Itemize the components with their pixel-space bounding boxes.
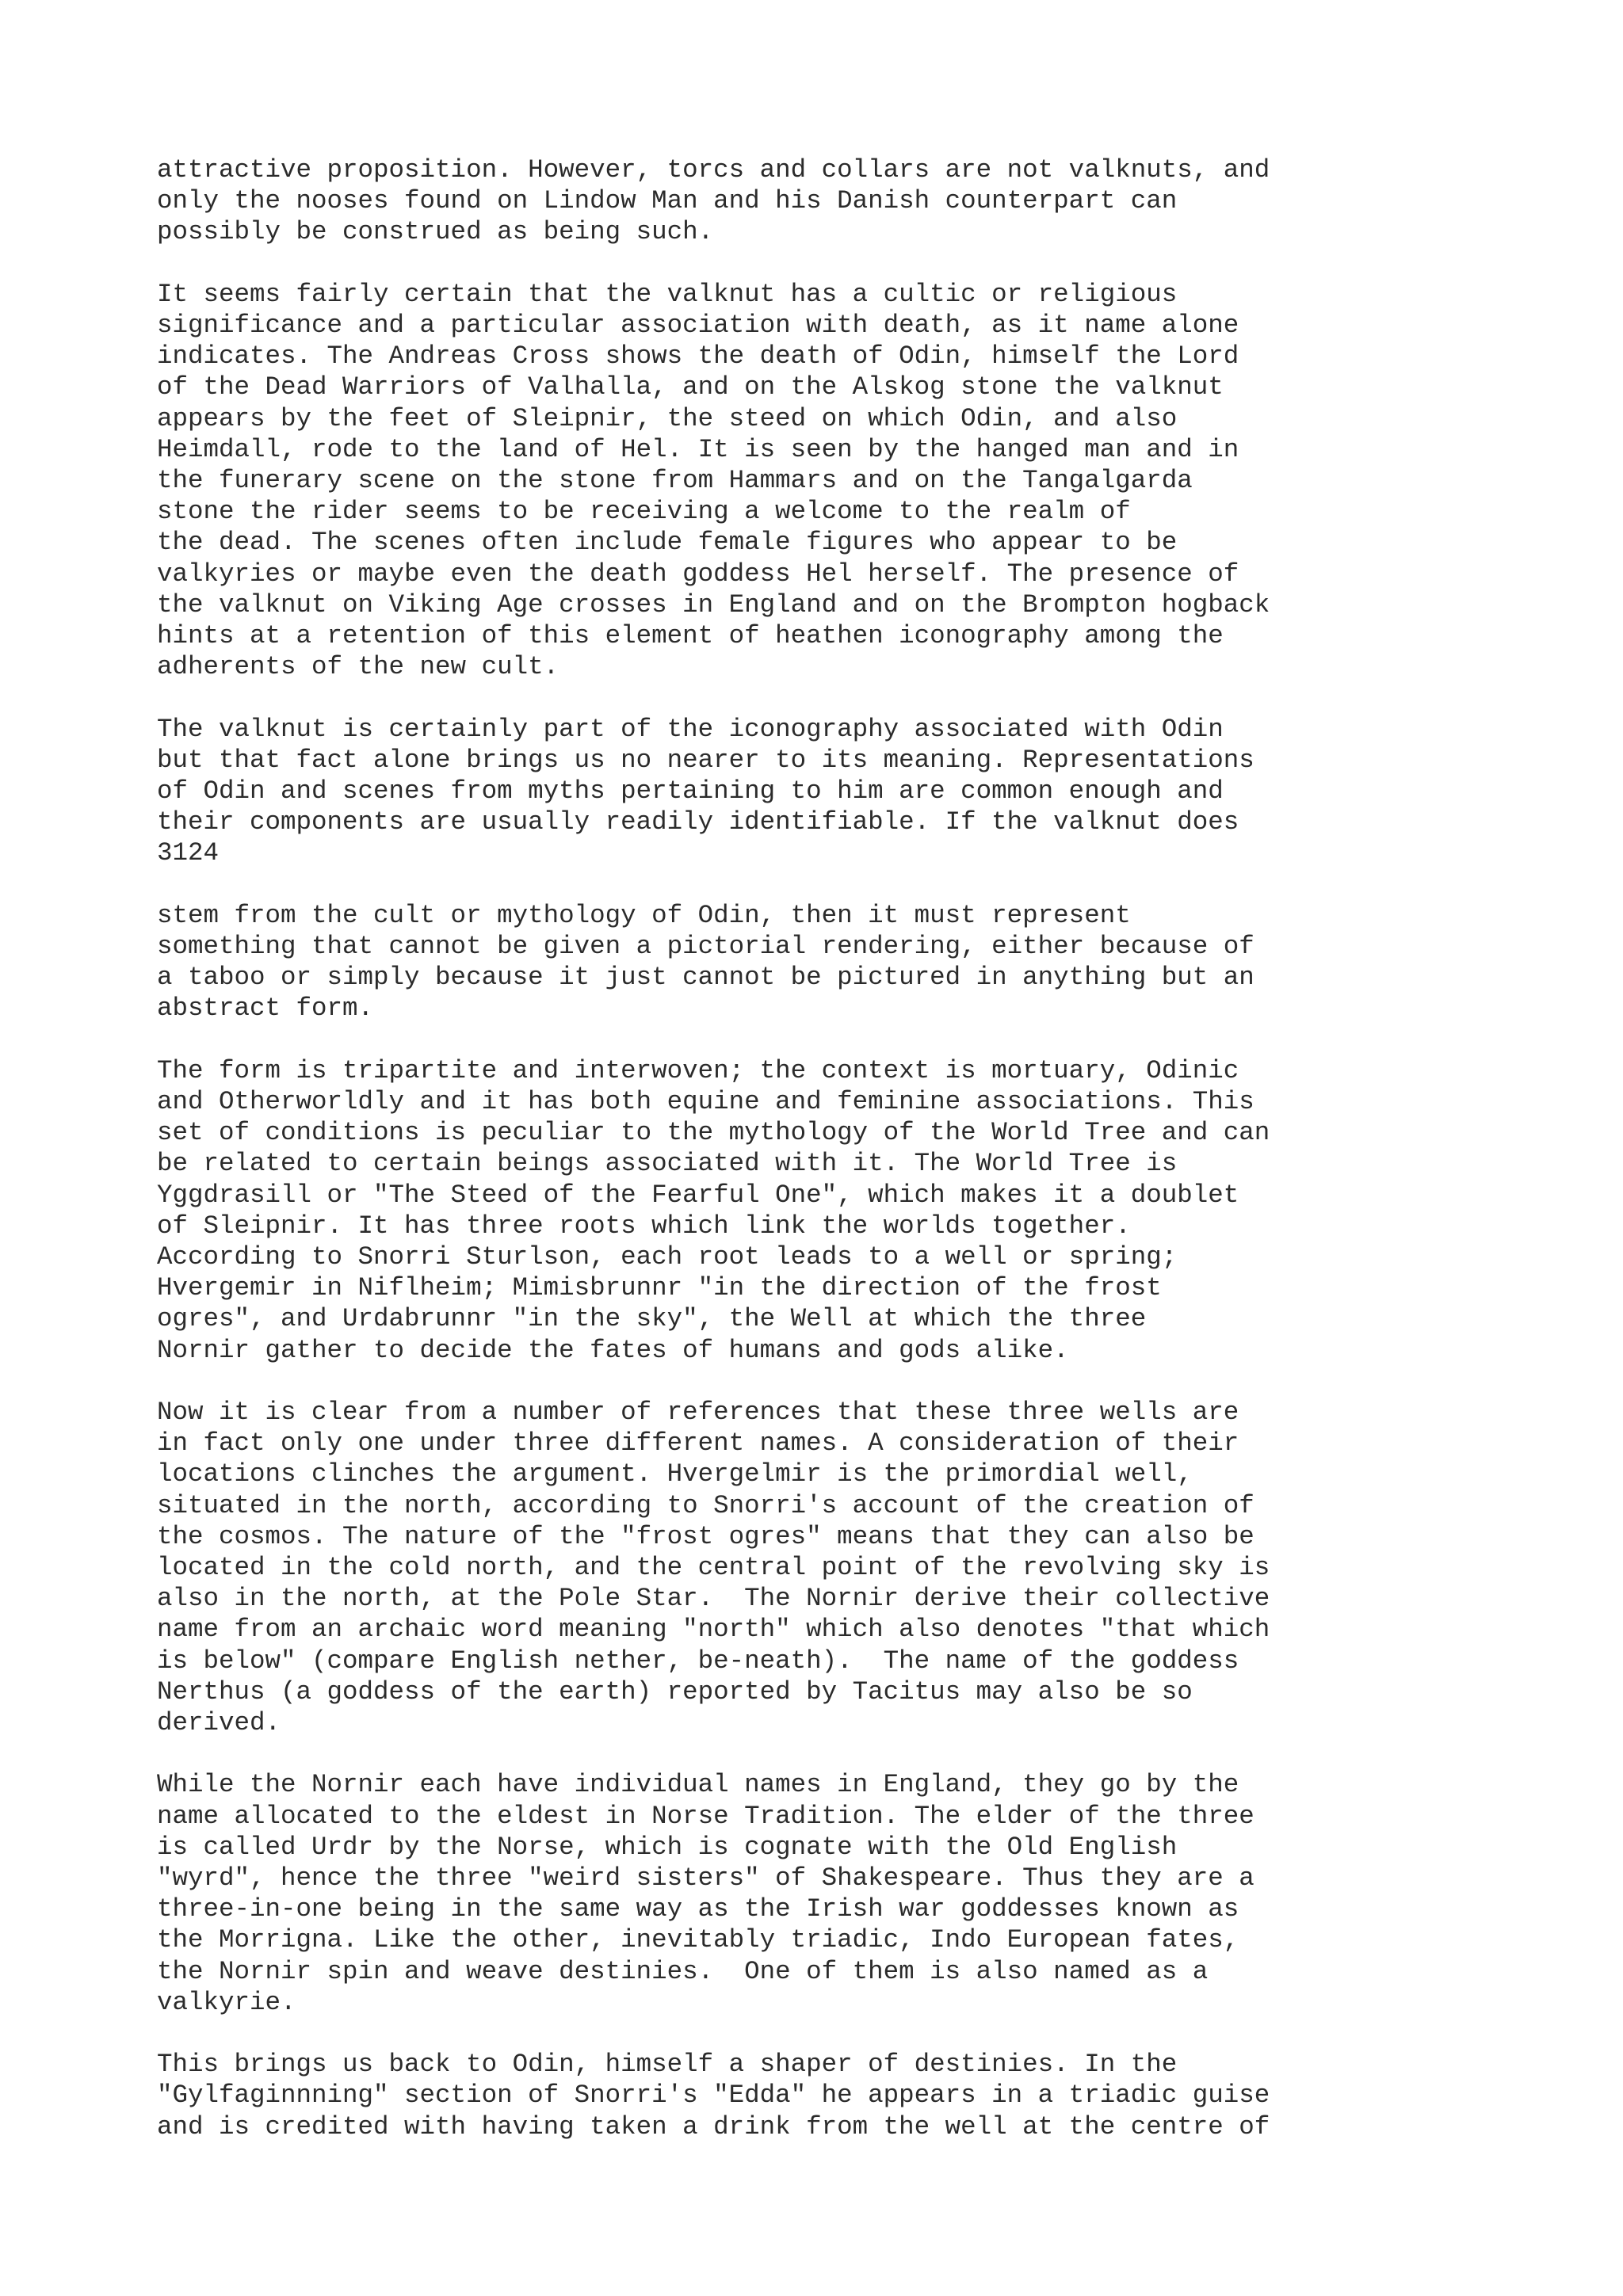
paragraph-3: The valknut is certainly part of the iconography associated with Odin but that fact alone brings us no nearer to its meaning. Representations of Odin and scenes from myths pertaining to him are common enough and their components are usually readily identifiable. If the valknut does: [157, 714, 1254, 837]
paragraph-5: The form is tripartite and interwoven; the context is mortuary, Odinic and Otherworldly and it has both equine and feminine associations. This set of conditions is peculiar to the mythology of the World Tree and can be related to certain beings associated with it. The World Tree is Yggdrasill or "The Steed of the Fearful One", which makes it a doublet of Sleipnir. It has three roots which link the worlds together. According to Snorri Sturlson, each root leads to a well or spring; Hvergemir in Niflheim; Mimisbrunnr "in the direction of the frost ogres", and Urdabrunnr "in the sky", the Well at which the three Nornir gather to decide the fates of humans and gods alike.: [157, 1055, 1270, 1365]
paragraph-7: While the Nornir each have individual names in England, they go by the name allocated to the eldest in Norse Tradition. The elder of the three is called Urdr by the Norse, which is cognate with the Old English "wyrd", hence the three "weird sisters" of Shakespeare. Thus they are a three-in-one being in the same way as the Irish war goddesses known as the Morrigna. Like the other, inevitably triadic, Indo European fates, the Nornir spin and weave destinies. One of them is also named as a valkyrie.: [157, 1770, 1254, 2017]
paragraph-6: Now it is clear from a number of references that these three wells are in fact only one under three different names. A consideration of their locations clinches the argument. Hvergelmir is the primordial well, situated in the north, according to Snorri's account of the creation of the cosmos. The nature of the "frost ogres" means that they can also be located in the cold north, and the central point of the revolving sky is also in the north, at the Pole Star. The Nornir derive their collective name from an archaic word meaning "north" which also denotes "that which is below" (compare English nether, be-neath). The name of the goddess Nerthus (a goddess of the earth) reported by Tacitus may also be so derived.: [157, 1398, 1270, 1738]
paragraph-8: This brings us back to Odin, himself a shaper of destinies. In the "Gylfaginnning" section of Snorri's "Edda" he appears in a triadic guise and is credited with having taken a drink from the well at the centre of: [157, 2050, 1270, 2142]
paragraph-4: stem from the cult or mythology of Odin, then it must represent something that cannot be given a pictorial rendering, either because of a taboo or simply because it just cannot be pictured in anything but an abstract form.: [157, 900, 1254, 1024]
document-page: [157, 154, 1393, 2142]
paragraph-2: It seems fairly certain that the valknut has a cultic or religious significance and a particular association with death, as it name alone indicates. The Andreas Cross shows the death of Odin, himself the Lord of the Dead Warriors of Valhalla, and on the Alskog stone the valknut appears by the feet of Sleipnir, the steed on which Odin, and also Heimdall, rode to the land of Hel. It is seen by the hanged man and in the funerary scene on the stone from Hammars and on the Tangalgarda stone the rider seems to be receiving a welcome to the realm of the dead. The scenes often include female figures who appear to be valkyries or maybe even the death goddess Hel herself. The presence of the valknut on Viking Age crosses in England and on the Brompton hogback hints at a retention of this element of heathen iconography among the adherents of the new cult.: [157, 279, 1270, 682]
page-number: 3124: [157, 838, 220, 868]
paragraph-1: attractive proposition. However, torcs and collars are not valknuts, and only the nooses found on Lindow Man and his Danish counterpart can possibly be construed as being such.: [157, 155, 1270, 247]
